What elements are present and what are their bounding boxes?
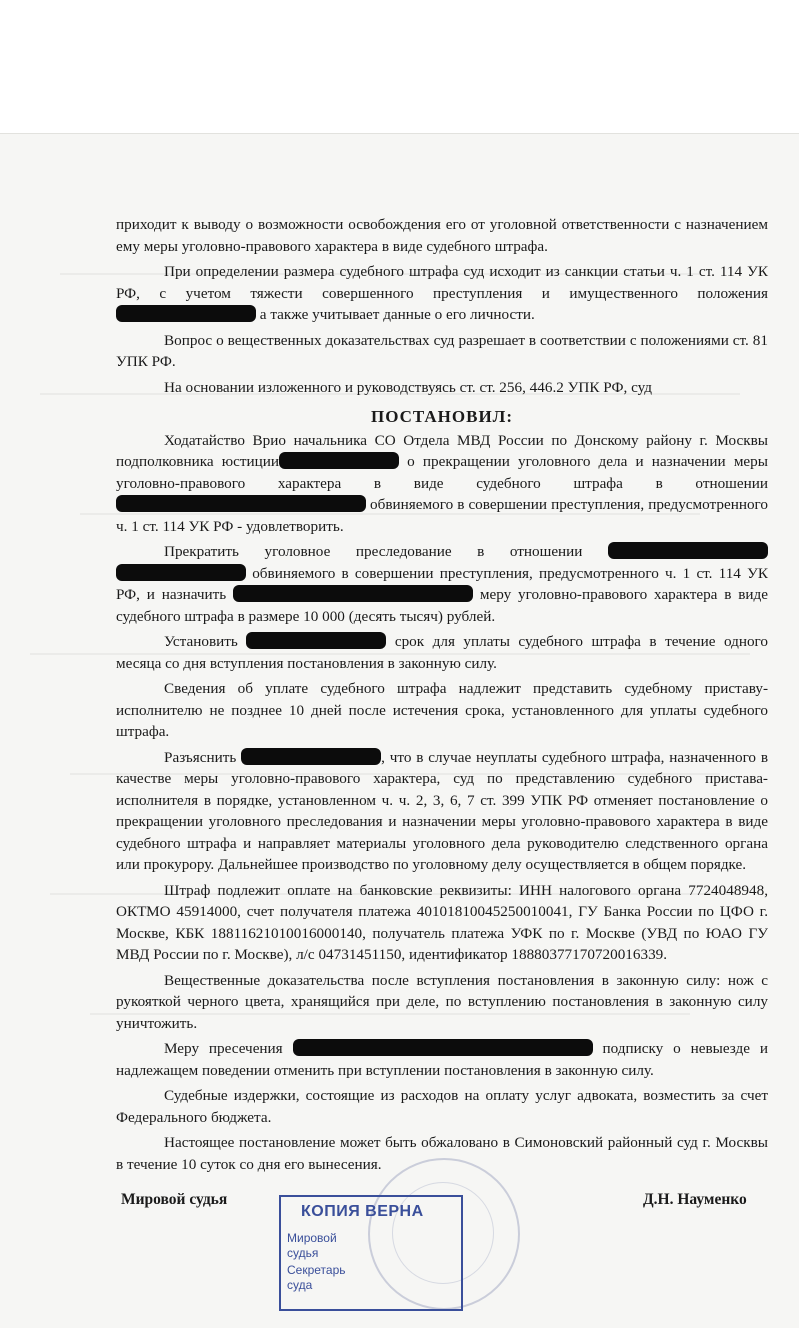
paragraph-p11: Вещественные доказательства после вступления постановления в законную силу: нож с рукояткой черного цвета, хранящийся при деле, по вступлению постановления в законную силу уничтожить. <box>116 971 768 1032</box>
redaction-mark <box>246 632 386 649</box>
redaction-mark <box>116 305 256 322</box>
paragraph-p8: Сведения об уплате судебного штрафа надлежит представить судебному приставу-исполнителю не позднее 10 дней после истечения срока, установленного для уплаты судебного штрафа. <box>116 680 768 740</box>
paragraph-p1: приходит к выводу о возможности освобождения его от уголовной ответственности с назначением ему меры уголовно-правового характера в виде судебного штрафа. <box>116 216 768 255</box>
paragraph-p12: Меру пресечения подписку о невыезде и надлежащем поведении отменить при вступлении постановления в законную силу. <box>116 1040 768 1079</box>
stamp-line-court: суда <box>287 1278 313 1292</box>
paragraph-p3: Вопрос о вещественных доказательствах суд разрешает в соответствии с положениями ст. 81 УПК РФ. <box>116 331 768 370</box>
paragraph-p14: Настоящее постановление может быть обжаловано в Симоновский районный суд г. Москвы в течение 10 суток со дня его вынесения. <box>116 1134 768 1173</box>
paragraph-p10: Штраф подлежит оплате на банковские реквизиты: ИНН налогового органа 7724048948, ОКТМО 45914000, счет получателя платежа 40101810045250010041, ГУ Банка России по ЦФО г. Москве, КБК 18811621010016000140, получатель платежа УФК по г. Москве (УВД по ЮАО ГУ МВД России по г. Москве), л/с 04731451150, идентификатор 18880377170720016339. <box>116 881 768 963</box>
paragraph-p2: При определении размера судебного штрафа суд исходит из санкции статьи ч. 1 ст. 114 УК РФ, с учетом тяжести совершенного преступления и имущественного положения а также учитывает данные о его личности. <box>116 263 768 323</box>
copy-certified-stamp <box>279 1195 463 1311</box>
ruling-heading: ПОСТАНОВИЛ: <box>370 407 514 426</box>
paragraph-p4: На основании изложенного и руководствуясь ст. ст. 256, 446.2 УПК РФ, суд <box>164 378 652 396</box>
stamp-title: КОПИЯ ВЕРНА <box>301 1203 424 1220</box>
redaction-mark <box>608 542 768 559</box>
paragraph-p5: Ходатайство Врио начальника СО Отдела МВД России по Донскому району г. Москвы подполковника юстиции о прекращении уголовного дела и назначении меры уголовно-правового характера в виде судебного штрафа в отношении обвиняемого в совершении преступления, предусмотренного ч. 1 ст. 114 УК РФ - удовлетворить. <box>116 431 768 535</box>
stamp-line-judge-2: судья <box>287 1246 319 1260</box>
redaction-mark <box>116 564 246 581</box>
redaction-mark <box>293 1039 593 1056</box>
paragraph-p6: Прекратить уголовное преследование в отношении обвиняемого в совершении преступления, предусмотренного ч. 1 ст. 114 УК РФ, и назначить меру уголовно-правового характера в виде судебного штрафа в размере 10 000 (десять тысяч) рублей. <box>116 543 768 625</box>
paragraph-p13: Судебные издержки, состоящие из расходов на оплату услуг адвоката, возместить за счет Федерального бюджета. <box>116 1087 768 1126</box>
redaction-mark <box>241 748 381 765</box>
signature-name: Д.Н. Науменко <box>643 1191 747 1208</box>
paragraph-p7: Установить срок для уплаты судебного штрафа в течение одного месяца со дня вступления постановления в законную силу. <box>116 633 768 672</box>
signature-title: Мировой судья <box>121 1191 228 1208</box>
redaction-mark <box>233 585 473 602</box>
stamp-line-judge: Мировой <box>287 1231 337 1245</box>
document-body <box>116 214 768 1179</box>
redaction-mark <box>116 495 366 512</box>
paragraph-p9: Разъяснить , что в случае неуплаты судебного штрафа, назначенного в качестве меры уголовно-правового характера, суд по представлению судебного пристава-исполнителя в порядке, установленном ч. ч. 2, 3, 6, 7 ст. 399 УПК РФ отменяет постановление о прекращении уголовного преследования и назначении меры уголовно-правового характера в виде судебного штрафа и направляет материалы уголовного дела руководителю следственного органа или прокурору. Дальнейшее производство по уголовному делу осуществляется в общем порядке. <box>116 748 769 873</box>
stamp-line-secretary: Секретарь <box>287 1263 346 1277</box>
redaction-mark <box>279 452 399 469</box>
